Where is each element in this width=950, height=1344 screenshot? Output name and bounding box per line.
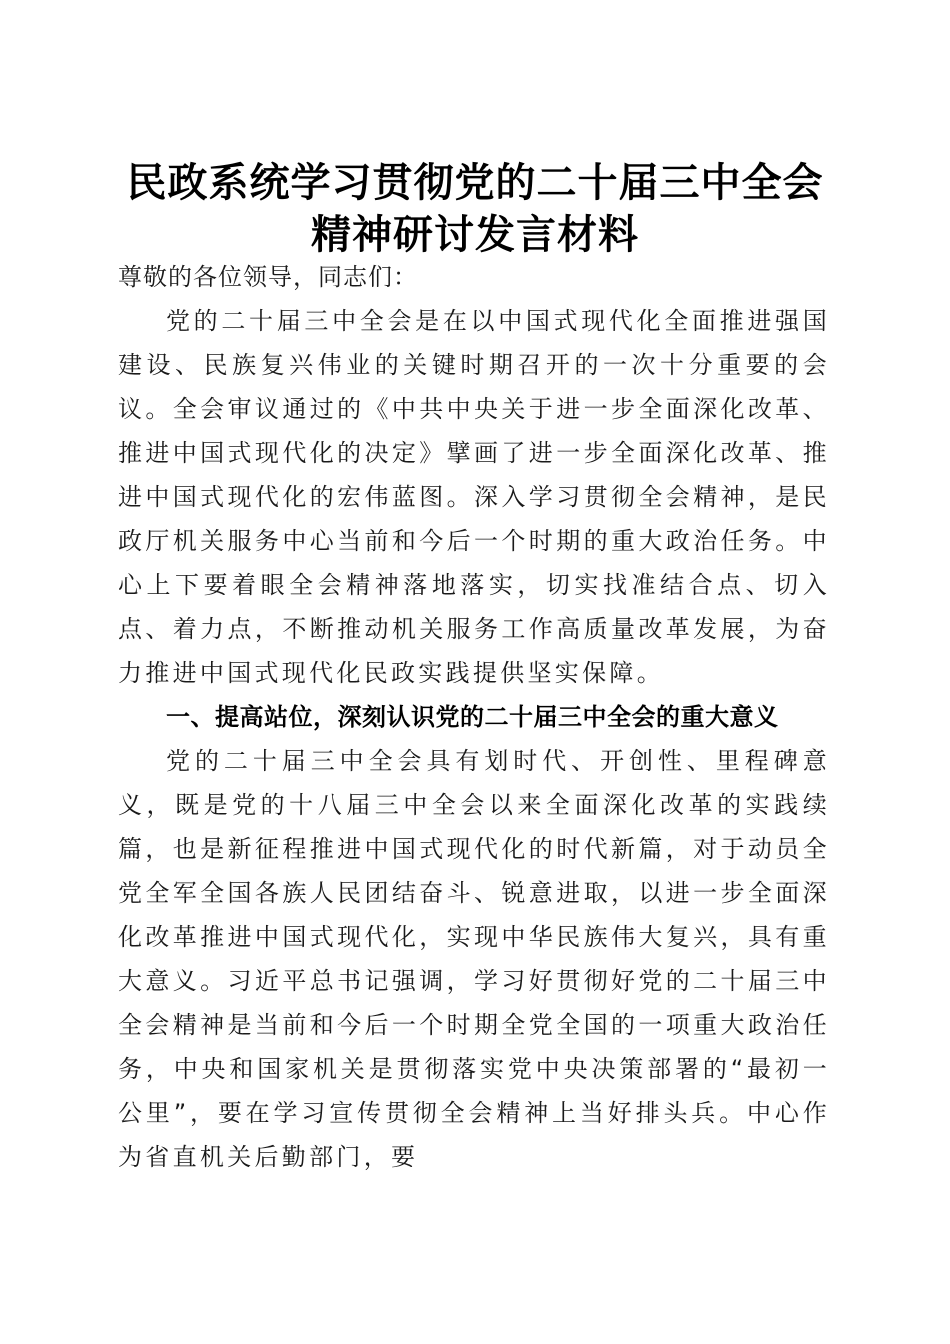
intro-paragraph: 党的二十届三中全会是在以中国式现代化全面推进强国建设、民族复兴伟业的关键时期召开的一次十分重要的会议。全会审议通过的《中共中央关于进一步全面深化改革、推进中国式现代化的决定》擘画了进一步全面深化改革、推进中国式现代化的宏伟蓝图。深入学习贯彻全会精神，是民政厅机关服务中心当前和今后一个时期的重大政治任务。中心上下要着眼全会精神落地落实，切实找准结合点、切入点、着力点，不断推动机关服务工作高质量改革发展，为奋力推进中国式现代化民政实践提供坚实保障。 [118, 307, 830, 687]
section-heading: 一、提高站位，深刻认识党的二十届三中全会的重大意义 [166, 703, 779, 731]
document-title: 民政系统学习贯彻党的二十届三中全会精神研讨发言材料 [126, 158, 824, 258]
document-body [118, 255, 830, 1179]
salutation: 尊敬的各位领导，同志们： [118, 263, 418, 291]
section-paragraph: 党的二十届三中全会具有划时代、开创性、里程碑意义，既是党的十八届三中全会以来全面深化改革的实践续篇，也是新征程推进中国式现代化的时代新篇，对于动员全党全军全国各族人民团结奋斗、锐意进取，以进一步全面深化改革推进中国式现代化，实现中华民族伟大复兴，具有重大意义。习近平总书记强调，学习好贯彻好党的二十届三中全会精神是当前和今后一个时期全党全国的一项重大政治任务，中央和国家机关是贯彻落实党中央决策部署的“最初一公里”，要在学习宣传贯彻全会精神上当好排头兵。中心作为省直机关后勤部门，要 [118, 747, 830, 1171]
